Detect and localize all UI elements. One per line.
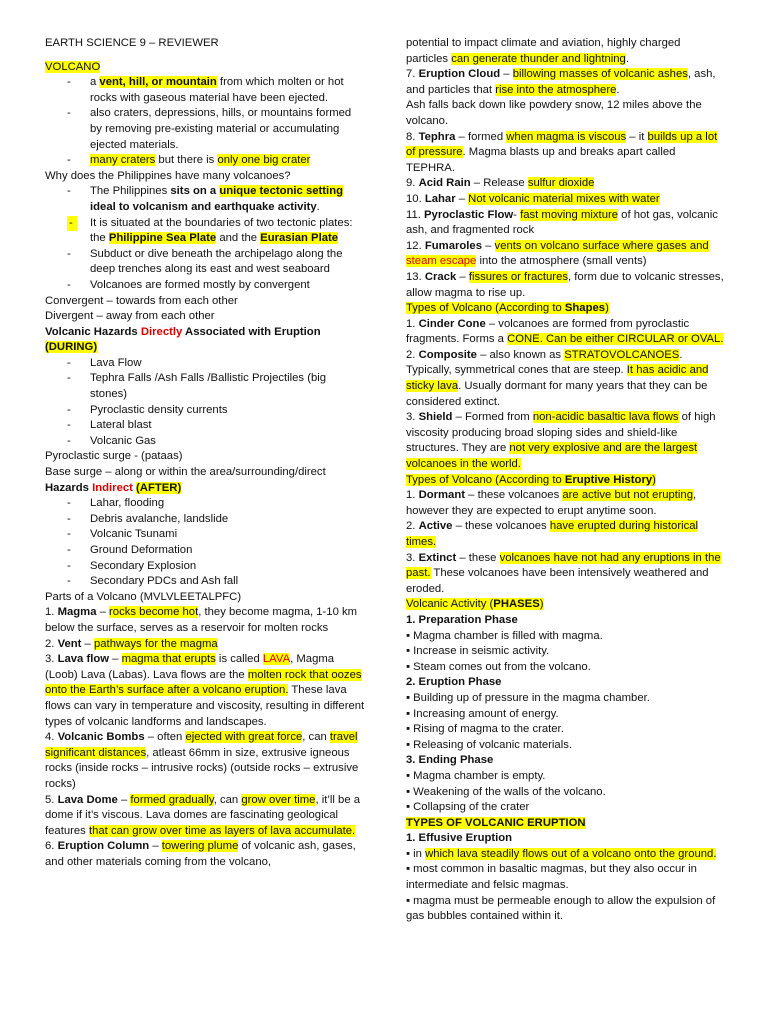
list-item: - Lateral blast [45, 418, 365, 434]
type-shield: 3. Shield – Formed from non-acidic basaltic lava flows of high viscosity producing broad sloping sides and shield-like structures. They are not very explosive and are the largest volcanoes in the world. [406, 411, 716, 471]
part-acid-rain: 9. Acid Rain – Release sulfur dioxide [406, 177, 595, 190]
list-item: ▪ in which lava steadily flows out of a volcano onto the ground. [406, 847, 717, 860]
part-lava-dome: 5. Lava Dome – formed gradually, can grow over time, it’ll be a dome if it’s viscous. Lava domes are fascinating geological features that can grow over time as layers of lava accumulate. [45, 793, 361, 837]
part-magma: 1. Magma – rocks become hot, they become magma, 1-10 km below the surface, serves as a reservoir for molten rocks [45, 606, 358, 634]
list-item: - Ground Deformation [45, 543, 365, 559]
list-item: ▪ Increase in seismic activity. [406, 645, 550, 658]
volcano-definition-list [45, 75, 365, 169]
why-list [45, 184, 365, 293]
part-crack: 13. Crack – fissures or fractures, form due to volcanic stresses, allow magma to rise up. [406, 270, 724, 299]
pyroclastic-surge-line: Pyroclastic surge - (pataas) [45, 450, 183, 463]
list-item: ▪ Magma chamber is filled with magma. [406, 629, 603, 642]
phase-eruption-title: 2. Eruption Phase [406, 676, 502, 689]
list-item: - Subduct or dive beneath the archipelago along the deep trenches along its east and west seaboard [45, 247, 365, 278]
list-item: ▪ most common in basaltic magmas, but they also occur in intermediate and felsic magmas. [406, 863, 697, 892]
phase-ending-title: 3. Ending Phase [406, 754, 494, 767]
types-shape-heading: Types of Volcano (According to Shapes) [406, 302, 609, 315]
hazards-indirect-heading: Hazards Indirect (AFTER) [45, 481, 182, 494]
type-extinct: 3. Extinct – these volcanoes have not had any eruptions in the past. These volcanoes have been intensively weathered and eroded. [406, 551, 721, 595]
list-item: - The Philippines sits on a unique tectonic setting ideal to volcanism and earthquake activity. [45, 184, 365, 215]
phase-preparation-title: 1. Preparation Phase [406, 613, 518, 626]
types-history-heading: Types of Volcano (According to Eruptive History) [406, 473, 656, 486]
convergent-line: Convergent – towards from each other [45, 294, 238, 307]
list-item: - It is situated at the boundaries of two tectonic plates: the Philippine Sea Plate and the Eurasian Plate [45, 216, 365, 247]
list-item: ▪ Increasing amount of energy. [406, 707, 559, 720]
left-column [45, 36, 365, 870]
list-item: ▪ Building up of pressure in the magma chamber. [406, 691, 650, 704]
list-item: - Debris avalanche, landslide [45, 512, 365, 528]
part-lahar: 10. Lahar – Not volcanic material mixes with water [406, 192, 660, 205]
part-fumaroles: 12. Fumaroles – vents on volcano surface where gases and steam escape into the atmosphere (small vents) [406, 239, 709, 268]
list-item: - Tephra Falls /Ash Falls /Ballistic Projectiles (big stones) [45, 371, 365, 402]
divergent-line: Divergent – away from each other [45, 310, 215, 323]
hazards-direct-heading: Volcanic Hazards Directly Associated with Eruption (DURING) [45, 325, 321, 354]
type-cinder-cone: 1. Cinder Cone – volcanoes are formed from pyroclastic fragments. Forms a CONE. Can be either CIRCULAR or OVAL. [406, 317, 724, 346]
effusive-title: 1. Effusive Eruption [406, 832, 513, 845]
list-item: - a vent, hill, or mountain from which molten or hot rocks with gaseous material have been ejected. [45, 75, 365, 106]
indirect-hazards-list [45, 496, 365, 590]
list-item: - Volcanoes are formed mostly by convergent [45, 278, 365, 294]
list-item: - also craters, depressions, hills, or mountains formed by removing pre-existing material or accumulating ejected materials. [45, 106, 365, 153]
list-item: - many craters but there is only one big crater [45, 153, 365, 169]
list-item: ▪ Collapsing of the crater [406, 801, 530, 814]
volcano-heading: VOLCANO [45, 60, 101, 73]
list-item: - Pyroclastic density currents [45, 403, 365, 419]
list-item: - Lava Flow [45, 356, 365, 372]
eruption-column-continued: potential to impact climate and aviation, highly charged particles can generate thunder and lightning. [406, 37, 681, 65]
why-question: Why does the Philippines have many volcanoes? [45, 169, 291, 182]
list-item: ▪ Weakening of the walls of the volcano. [406, 785, 606, 798]
list-item: - Lahar, flooding [45, 496, 365, 512]
activity-heading: Volcanic Activity (PHASES) [406, 598, 544, 611]
ash-falls-line: Ash falls back down like powdery snow, 12 miles above the volcano. [406, 99, 702, 127]
parts-heading: Parts of a Volcano (MVLVLEETALPFC) [45, 590, 242, 603]
right-column [406, 36, 724, 925]
base-surge-line: Base surge – along or within the area/surrounding/direct [45, 466, 326, 479]
list-item: ▪ Magma chamber is empty. [406, 769, 546, 782]
eruption-types-heading: TYPES OF VOLCANIC ERUPTION [406, 816, 586, 829]
part-tephra: 8. Tephra – formed when magma is viscous – it builds up a lot of pressure. Magma blasts up and breaks apart called TEPHRA. [406, 130, 718, 174]
type-dormant: 1. Dormant – these volcanoes are active but not erupting, however they are expected to erupt anytime soon. [406, 489, 697, 517]
part-lava-flow: 3. Lava flow – magma that erupts is called LAVA, Magma (Loob) Lava (Labas). Lava flows are the molten rock that oozes onto the Earth’s surface after a volcano eruption. These lava flows can vary in temperature and viscosity, resulting in different types of volcanic landforms and landscapes. [45, 653, 365, 728]
list-item: ▪ Rising of magma to the crater. [406, 723, 564, 736]
list-item: ▪ Steam comes out from the volcano. [406, 660, 591, 673]
part-volcanic-bombs: 4. Volcanic Bombs – often ejected with great force, can travel significant distances, atleast 66mm in size, extrusive igneous rocks (inside rocks – intrusive rocks) (outside rocks – extrusive rocks) [45, 731, 359, 790]
list-item: - Volcanic Tsunami [45, 527, 365, 543]
spacer [45, 52, 365, 60]
direct-hazards-list [45, 356, 365, 450]
document-title: EARTH SCIENCE 9 – REVIEWER [45, 37, 219, 49]
list-item: ▪ Releasing of volcanic materials. [406, 738, 573, 751]
part-vent: 2. Vent – pathways for the magma [45, 637, 218, 650]
part-pyroclastic-flow: 11. Pyroclastic Flow- fast moving mixture of hot gas, volcanic ash, and fragmented rock [406, 208, 718, 237]
list-item: - Volcanic Gas [45, 434, 365, 450]
type-composite: 2. Composite – also known as STRATOVOLCANOES. Typically, symmetrical cones that are steep. It has acidic and sticky lava. Usually dormant for many years that they can be considered extinct. [406, 348, 709, 408]
type-active: 2. Active – these volcanoes have erupted during historical times. [406, 520, 699, 548]
list-item: ▪ magma must be permeable enough to allow the expulsion of gas bubbles contained within it. [406, 894, 716, 923]
list-item: - Secondary PDCs and Ash fall [45, 574, 365, 590]
part-eruption-column: 6. Eruption Column – towering plume of volcanic ash, gases, and other materials coming from the volcano, [45, 840, 356, 868]
part-eruption-cloud: 7. Eruption Cloud – billowing masses of volcanic ashes, ash, and particles that rise into the atmosphere. [406, 68, 716, 96]
list-item: - Secondary Explosion [45, 559, 365, 575]
